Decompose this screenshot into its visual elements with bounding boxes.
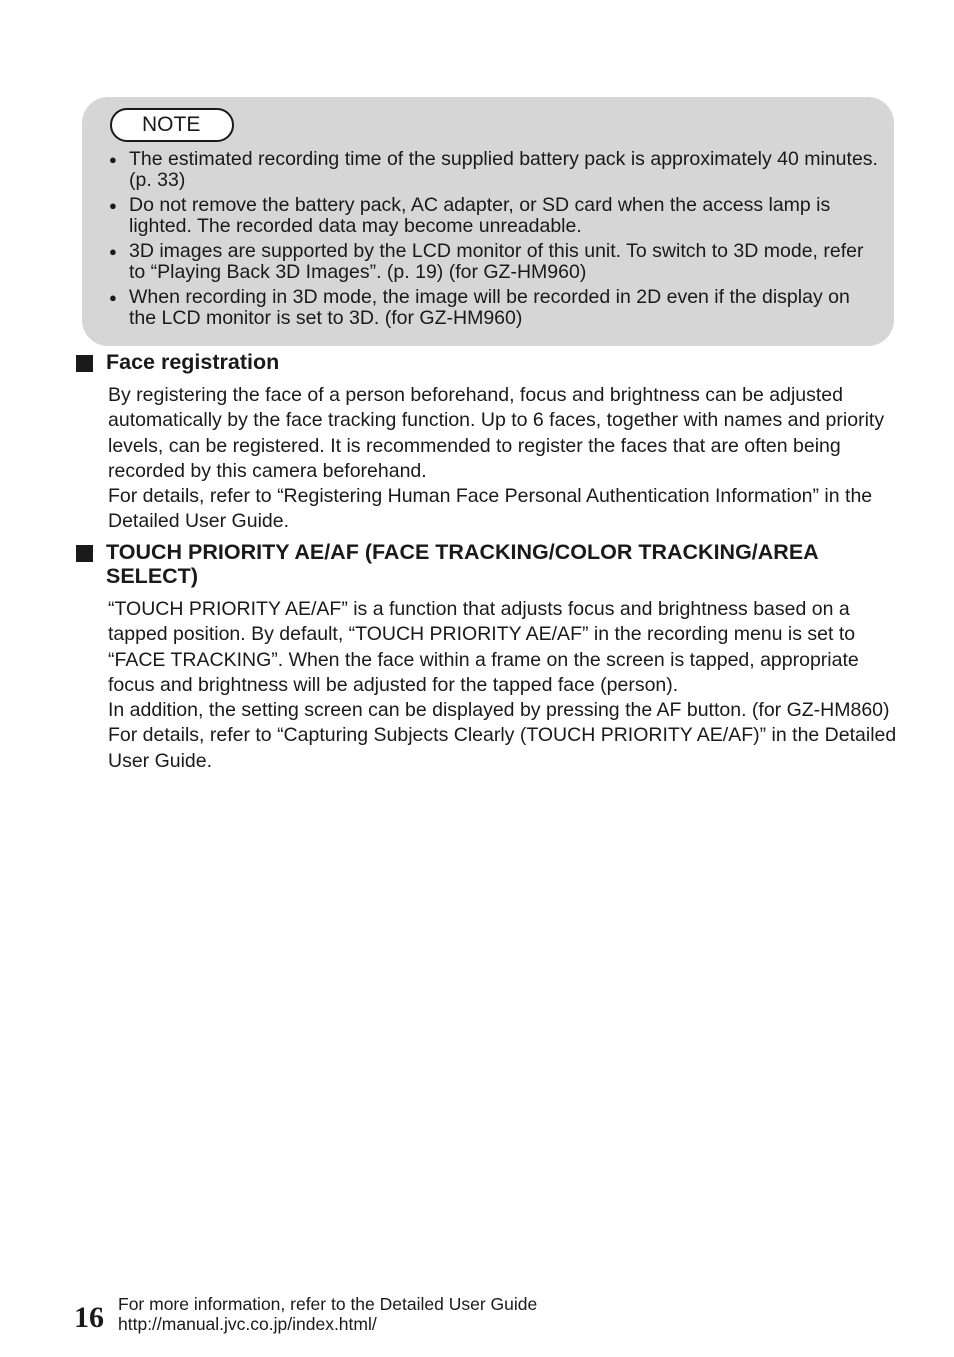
section-body bbox=[108, 383, 906, 535]
note-item: ● The estimated recording time of the supplied battery pack is approximately 40 minutes. (p. 33) bbox=[109, 148, 878, 191]
note-item: ● 3D images are supported by the LCD monitor of this unit. To switch to 3D mode, refer to “Playing Back 3D Images”. (p. 19) (for GZ-HM960) bbox=[109, 240, 864, 283]
note-label: NOTE bbox=[110, 108, 234, 142]
bullet-icon: ● bbox=[109, 244, 117, 259]
paragraph: “TOUCH PRIORITY AE/AF” is a function that adjusts focus and brightness based on a tapped position. By default, “TOUCH PRIORITY AE/AF” in the recording menu is set to “FACE TRACKING”. When the face within a frame on the screen is tapped, appropriate focus and brightness will be adjusted for the tapped face (person). bbox=[108, 598, 859, 696]
section-body bbox=[108, 597, 906, 774]
page-number: 16 bbox=[74, 1301, 104, 1334]
section-heading: TOUCH PRIORITY AE/AF (FACE TRACKING/COLOR TRACKING/AREA SELECT) bbox=[76, 540, 906, 588]
note-item: ● When recording in 3D mode, the image will be recorded in 2D even if the display on the LCD monitor is set to 3D. (for GZ-HM960) bbox=[109, 286, 850, 329]
footer-url: http://manual.jvc.co.jp/index.html/ bbox=[118, 1314, 377, 1334]
note-list bbox=[108, 149, 878, 333]
bullet-icon: ● bbox=[109, 152, 117, 167]
paragraph: In addition, the setting screen can be displayed by pressing the AF button. (for GZ-HM860) bbox=[108, 699, 890, 722]
footer-text bbox=[118, 1294, 537, 1334]
note-item: ● Do not remove the battery pack, AC adapter, or SD card when the access lamp is lighted. The recorded data may become unreadable. bbox=[109, 194, 831, 237]
paragraph: For details, refer to “Capturing Subjects Clearly (TOUCH PRIORITY AE/AF)” in the Detailed User Guide. bbox=[108, 724, 897, 772]
paragraph: For details, refer to “Registering Human Face Personal Authentication Information” in the Detailed User Guide. bbox=[108, 485, 873, 533]
note-box bbox=[82, 97, 894, 346]
section-heading: Face registration bbox=[76, 350, 906, 374]
section-face-registration bbox=[76, 350, 906, 535]
page-footer bbox=[74, 1294, 774, 1338]
paragraph: By registering the face of a person beforehand, focus and brightness can be adjusted automatically by the face tracking function. Up to 6 faces, together with names and priority levels, can be registered. It is recommended to register the faces that are often being recorded by this camera beforehand. bbox=[108, 384, 885, 482]
square-bullet-icon bbox=[76, 355, 93, 372]
bullet-icon: ● bbox=[109, 290, 117, 305]
square-bullet-icon bbox=[76, 545, 93, 562]
bullet-icon: ● bbox=[109, 198, 117, 213]
footer-line: For more information, refer to the Detailed User Guide bbox=[118, 1294, 538, 1314]
section-touch-priority bbox=[76, 540, 906, 774]
